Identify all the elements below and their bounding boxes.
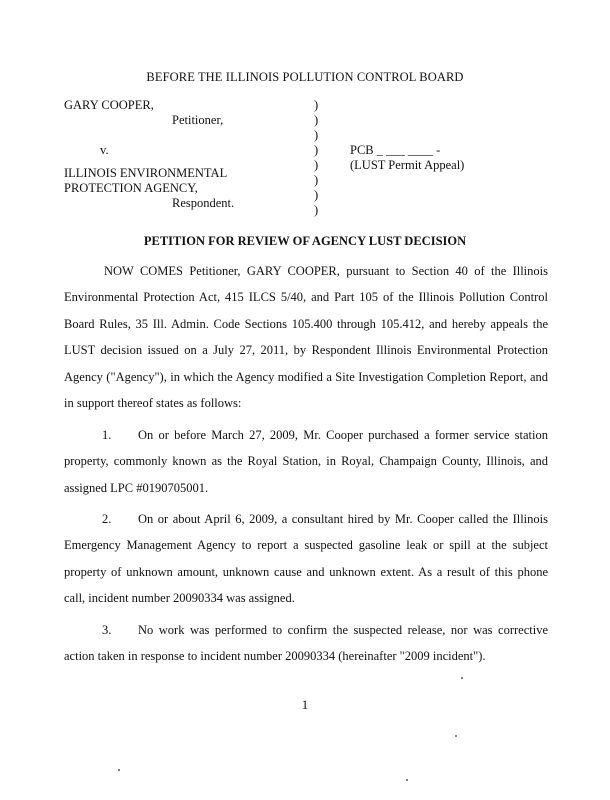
paragraph-text: On or about April 6, 2009, a consultant hired by Mr. Cooper called the Illinois Emergency Management Agency to report a suspected gasoline leak or spill at the subject property of unknown amount, unknown cause and unknown extent. As a result of this phone call, incident number 20090334 was assigned. xyxy=(64,512,548,606)
board-title: BEFORE THE ILLINOIS POLLUTION CONTROL BOARD xyxy=(146,70,464,84)
caption-paren: ) xyxy=(314,158,319,172)
petition-body xyxy=(64,258,548,416)
scan-speck xyxy=(455,735,457,737)
paragraph-1 xyxy=(64,422,548,501)
intro-paragraph: NOW COMES Petitioner, GARY COOPER, pursuant to Section 40 of the Illinois Environmental Protection Act, 415 ILCS 5/40, and Part 105 of the Illinois Pollution Control Board Rules, 35 Ill. Admin. Code Sections 105.400 through 105.412, and hereby appeals the LUST decision issued on a July 27, 2011, by Respondent Illinois Environmental Protection Agency ("Agency"), in which the Agency modified a Site Investigation Completion Report, and in support thereof states as follows: xyxy=(64,264,548,411)
scan-speck xyxy=(406,779,408,781)
caption-paren: ) xyxy=(314,128,319,142)
paragraph-number: 2. xyxy=(102,512,112,526)
caption-paren: ) xyxy=(314,203,319,217)
petition-title: PETITION FOR REVIEW OF AGENCY LUST DECISION xyxy=(143,234,467,248)
paragraph-text: No work was performed to confirm the suspected release, nor was corrective action taken in response to incident number 20090334 (hereinafter "2009 incident"). xyxy=(64,623,548,664)
paragraph-3 xyxy=(64,617,548,670)
paragraph-2 xyxy=(64,506,548,612)
caption-paren: ) xyxy=(314,173,319,187)
pcb-case-type: (LUST Permit Appeal) xyxy=(350,158,465,172)
respondent-name-line1: ILLINOIS ENVIRONMENTAL xyxy=(64,166,228,180)
pcb-number: PCB _ ___ ____ - xyxy=(350,143,441,157)
caption-paren: ) xyxy=(314,143,319,157)
respondent-name-line2: PROTECTION AGENCY, xyxy=(64,181,198,195)
respondent-role: Respondent. xyxy=(172,196,235,210)
caption-paren: ) xyxy=(314,188,319,202)
caption-parentheses xyxy=(314,98,324,218)
versus-label: v. xyxy=(100,143,109,157)
caption-paren: ) xyxy=(314,113,319,127)
petitioner-name: GARY COOPER, xyxy=(64,98,154,112)
case-number-block xyxy=(350,143,464,173)
page-number: 1 xyxy=(301,697,309,712)
scan-speck xyxy=(461,677,463,679)
petitioner-role: Petitioner, xyxy=(172,113,224,127)
paragraph-number: 1. xyxy=(102,428,112,442)
paragraph-text: On or before March 27, 2009, Mr. Cooper purchased a former service station property, commonly known as the Royal Station, in Royal, Champaign County, Illinois, and assigned LPC #0190705001. xyxy=(64,428,548,495)
caption-paren: ) xyxy=(314,98,319,112)
paragraph-number: 3. xyxy=(102,623,112,637)
scan-speck xyxy=(118,769,120,771)
